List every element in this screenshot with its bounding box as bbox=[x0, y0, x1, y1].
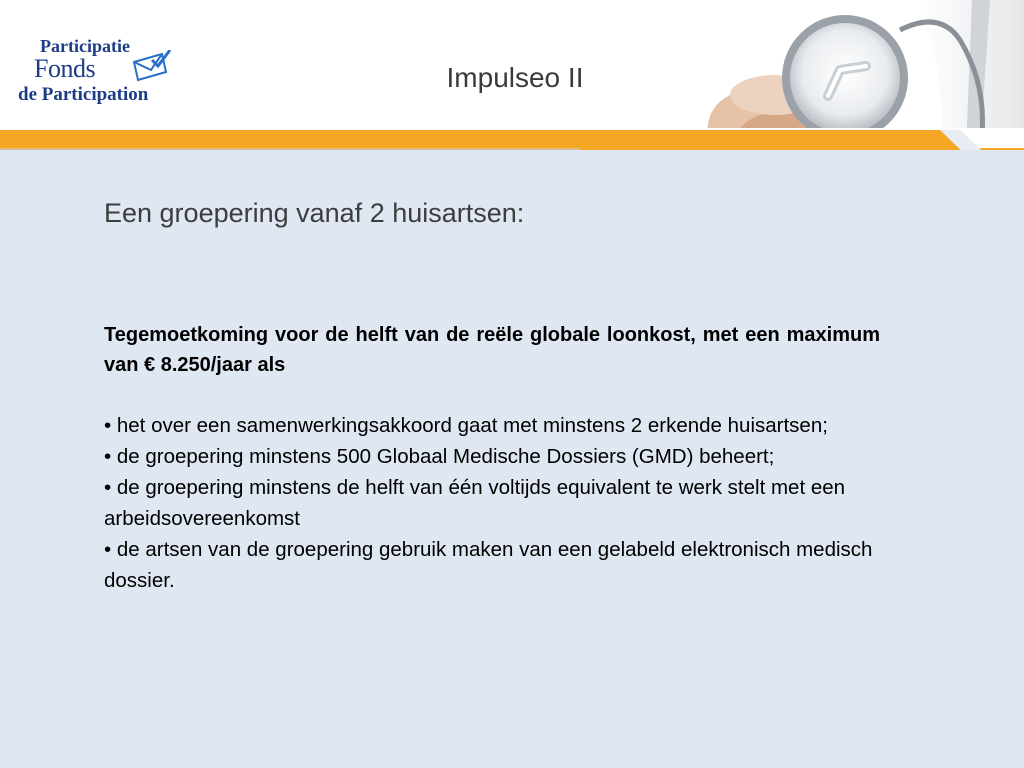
envelope-check-icon bbox=[132, 50, 172, 84]
intro-paragraph: Tegemoetkoming voor de helft van de reële globale loonkost, met een maximum van € 8.250/jaar als bbox=[104, 324, 880, 376]
list-item: • de groepering minstens 500 Globaal Medische Dossiers (GMD) beheert; bbox=[104, 445, 775, 468]
list-item: • de groepering minstens de helft van één voltijds equivalent te werk stelt met een arbeidsovereenkomst bbox=[104, 476, 846, 530]
list-item: • het over een samenwerkingsakkoord gaat met minstens 2 erkende huisartsen; bbox=[104, 414, 828, 437]
slide-subtitle: Een groepering vanaf 2 huisartsen: bbox=[104, 198, 525, 228]
logo bbox=[14, 36, 194, 110]
slide-title: Impulseo II bbox=[446, 62, 584, 93]
list-item: • de artsen van de groepering gebruik maken van een gelabeld elektronisch medisch dossier. bbox=[104, 538, 873, 592]
logo-line-2: Fonds bbox=[34, 54, 96, 83]
logo-line-3: de Participation bbox=[18, 84, 149, 105]
condition-list bbox=[104, 410, 894, 596]
logo-line-1: Participatie bbox=[40, 36, 130, 56]
